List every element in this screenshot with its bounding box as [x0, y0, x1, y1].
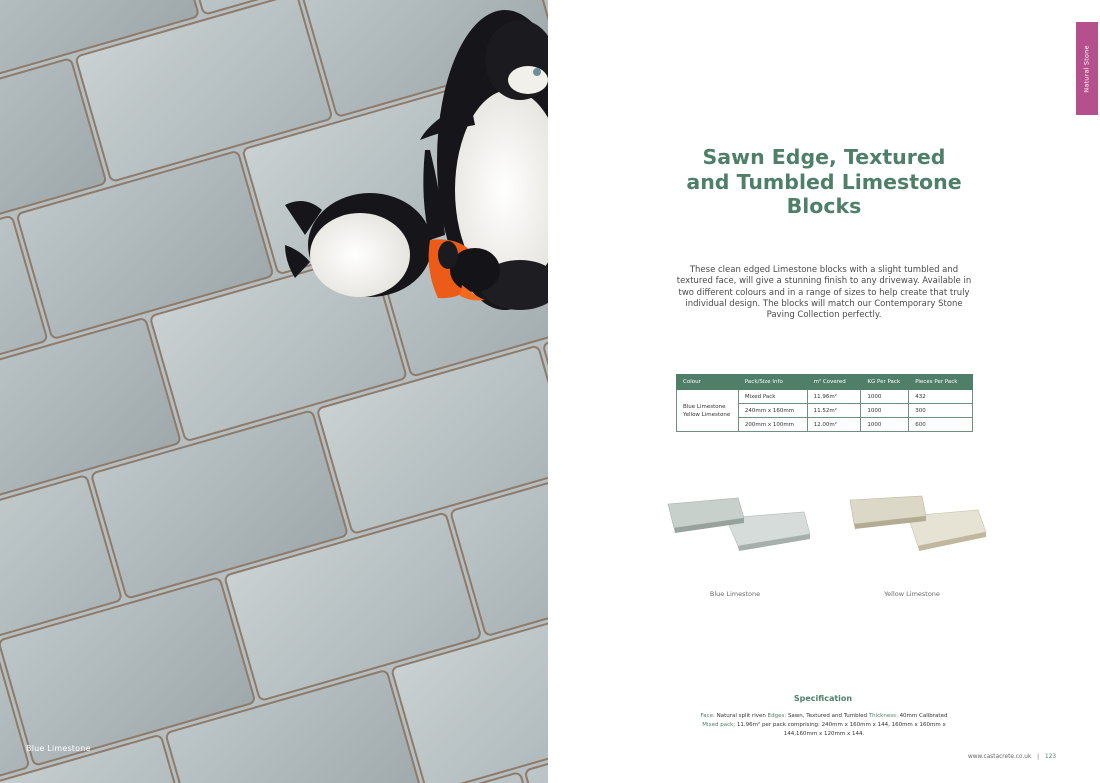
intro-line: two different colours and in a range of sizes to help create that truly	[678, 287, 970, 298]
title-line: Blocks	[786, 194, 862, 218]
spec-line: Mixed pack; 11.96m² per pack comprising: 240mm x 160mm x 144, 160mm x 160mm x	[702, 722, 946, 728]
table-cell-size: Mixed Pack	[738, 390, 807, 404]
paving-photo	[0, 0, 548, 783]
table-header-covered: m² Covered	[807, 375, 861, 390]
page-footer	[968, 754, 1056, 760]
footer-url[interactable]: www.castacrete.co.uk	[968, 754, 1032, 760]
yellow-limestone-image	[846, 490, 992, 554]
page-title	[668, 145, 980, 219]
photo-panel	[0, 0, 548, 783]
blue-limestone-image	[664, 490, 814, 554]
product-label: Blue Limestone	[709, 590, 761, 598]
table-cell-covered: 11.96m²	[807, 390, 861, 404]
intro-line: These clean edged Limestone blocks with a slight tumbled and	[689, 265, 959, 275]
intro-line: individual design. The blocks will match our Contemporary Stone	[685, 298, 963, 309]
specification-heading: Specification	[793, 694, 853, 703]
table-header-row	[677, 375, 973, 390]
table-cell-pieces: 600	[909, 418, 973, 432]
title-line: Sawn Edge, Textured	[702, 145, 946, 169]
table-cell-kg: 1000	[861, 418, 909, 432]
intro-line: Paving Collection perfectly.	[766, 310, 882, 321]
page-number: 123	[1044, 754, 1057, 760]
table-cell-size: 200mm x 100mm	[738, 418, 807, 432]
table-cell-size: 240mm x 160mm	[738, 404, 807, 418]
table-cell-pieces: 432	[909, 390, 973, 404]
section-tab-label: Natural Stone	[1083, 44, 1092, 93]
colour-option: Blue Limestone	[683, 403, 726, 410]
table-header-size: Pack/Size Info	[738, 375, 807, 390]
footer-separator: |	[1037, 754, 1040, 760]
table-row	[677, 390, 973, 404]
table-cell-covered: 12.00m²	[807, 418, 861, 432]
table-header-kg: KG Per Pack	[861, 375, 909, 390]
intro-paragraph	[664, 265, 984, 321]
title-line: and Tumbled Limestone	[686, 169, 962, 194]
table-cell-kg: 1000	[861, 404, 909, 418]
intro-line: textured face, will give a stunning finish to any driveway. Available in	[676, 276, 972, 287]
table-header-pieces: Pieces Per Pack	[909, 375, 973, 390]
section-tab-label-wrap	[1076, 22, 1098, 115]
table-cell-covered: 11.52m²	[807, 404, 861, 418]
spec-line: 144,160mm x 120mm x 144.	[783, 731, 865, 737]
colour-cell	[677, 390, 739, 432]
specification-body	[676, 712, 972, 739]
table-header-colour: Colour	[677, 375, 739, 390]
table-cell-pieces: 300	[909, 404, 973, 418]
product-label: Yellow Limestone	[884, 590, 940, 598]
product-table	[676, 374, 973, 432]
table-cell-kg: 1000	[861, 390, 909, 404]
colour-option: Yellow Limestone	[683, 411, 731, 418]
photo-caption: Blue Limestone	[26, 744, 91, 753]
spec-line: Face: Natural split riven Edges: Sawn, Textured and Tumbled Thickness: 40mm Calibrated	[700, 713, 948, 719]
